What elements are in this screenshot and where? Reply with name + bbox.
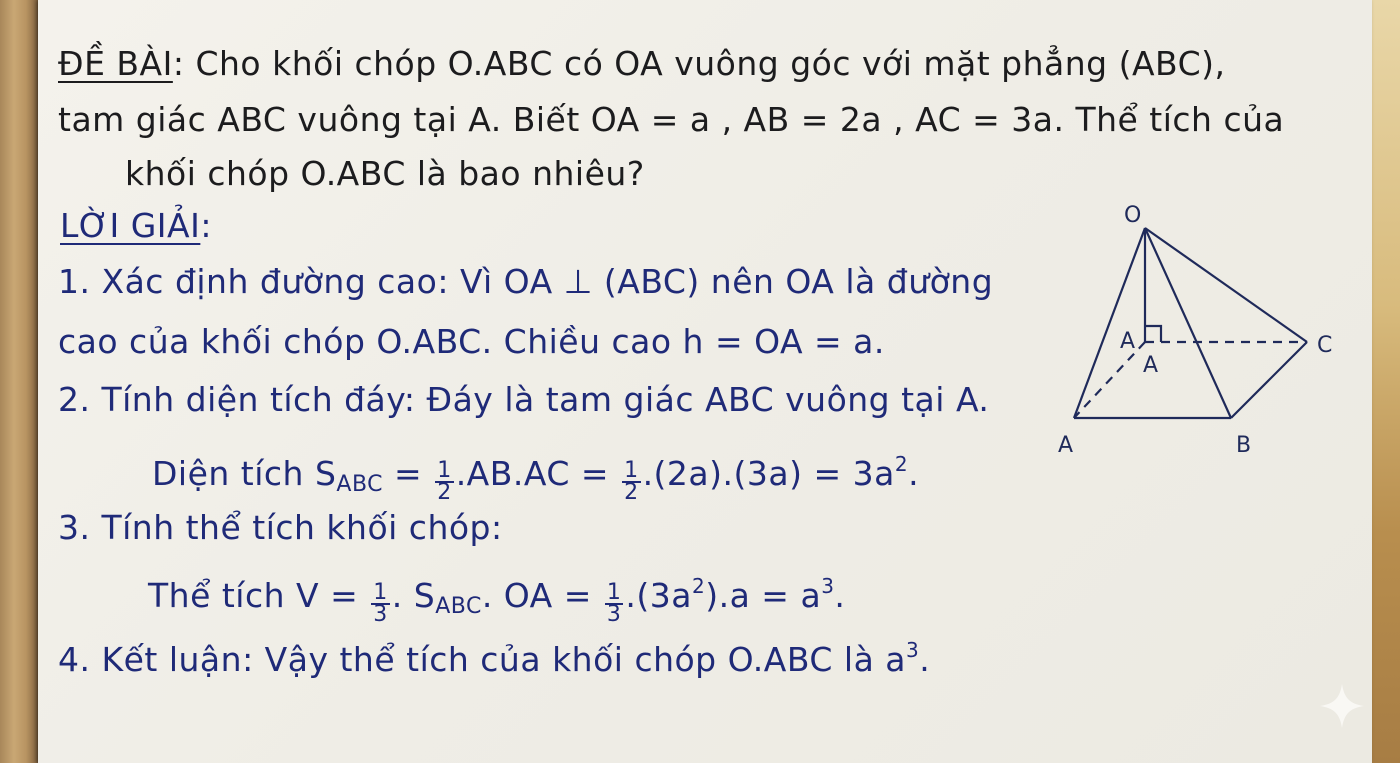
label-c: C <box>1317 333 1333 358</box>
step3-line-1: 3. Tính thể tích khối chóp: <box>58 508 503 547</box>
volume-symbol: V = <box>296 576 359 615</box>
label-o: O <box>1124 203 1142 228</box>
step2-formula: Diện tích $S_{ABC}$ = $\frac{1}{2}$ .AB.AC = $\frac{1}{2}$ $.(2a).(3a) = 3a^2$. <box>152 452 920 505</box>
edge-oa-left <box>1074 228 1145 418</box>
equals: = <box>394 454 423 493</box>
ab-ac-product: .AB.AC = <box>455 454 610 493</box>
edge-oc <box>1145 228 1307 342</box>
problem-line-2: tam giác ABC vuông tại A. Biết OA = a , AB = 2a , AC = 3a. Thể tích của <box>58 100 1285 139</box>
solution-heading-line <box>60 206 212 246</box>
label-b: B <box>1236 433 1252 458</box>
label-a-bottom: A <box>1058 433 1074 458</box>
step4-conclusion: 4. Kết luận: Vậy thể tích của khối chóp O.ABC là $a^3$. <box>58 638 931 679</box>
step2-label: Diện tích <box>152 454 304 493</box>
fraction-one-half: $\frac{1}{2}$ <box>437 457 452 505</box>
area-symbol: $S_{ABC}$ <box>314 454 384 497</box>
right-angle-mark <box>1145 326 1161 342</box>
solution-heading: LỜI GIẢI <box>60 206 201 245</box>
solution-heading-colon: : <box>200 206 212 245</box>
problem-text-1: : Cho khối chóp O.ABC có OA vuông góc với mặt phẳng (ABC), <box>172 44 1226 83</box>
step3-label: Thể tích <box>148 576 286 615</box>
pyramid-diagram <box>1040 190 1400 470</box>
step3-formula: Thể tích V = $\frac{1}{3}$ . $S_{ABC}$. OA = $\frac{1}{3}$ $.(3a^2).a = a^3$. <box>148 574 846 627</box>
fraction-one-third-2: $\frac{1}{3}$ <box>606 579 622 627</box>
problem-heading: ĐỀ BÀI <box>58 44 173 83</box>
oa-product: . OA = <box>481 576 592 615</box>
fraction-one-third: $\frac{1}{3}$ <box>373 579 388 627</box>
step1-line-2: cao của khối chóp O.ABC. Chiều cao h = OA = a. <box>58 322 885 361</box>
sparkle-icon <box>1318 682 1366 730</box>
edge-bc <box>1231 342 1307 418</box>
area-result: .(2a).(3a) = 3a <box>642 454 895 493</box>
problem-line-1 <box>58 44 1226 84</box>
label-a-top: A <box>1120 329 1136 354</box>
problem-line-3: khối chóp O.ABC là bao nhiêu? <box>125 154 645 193</box>
step1-line-1: 1. Xác định đường cao: Vì OA ⊥ (ABC) nên OA là đường <box>58 262 994 301</box>
edge-ob <box>1145 228 1231 418</box>
fraction-one-half-2: $\frac{1}{2}$ <box>624 457 639 505</box>
label-a-mid: A <box>1143 353 1159 378</box>
step2-line-1: 2. Tính diện tích đáy: Đáy là tam giác ABC vuông tại A. <box>58 380 990 419</box>
